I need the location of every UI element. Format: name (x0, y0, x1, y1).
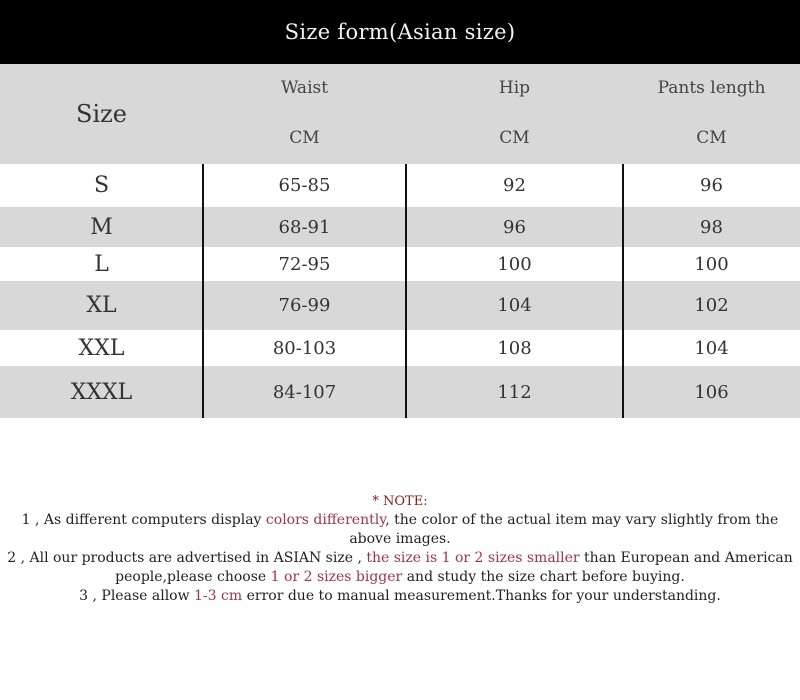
size-cell: M (90, 214, 113, 240)
hip-cell: 100 (497, 253, 532, 275)
hip-cell: 108 (497, 337, 532, 359)
length-cell: 98 (700, 216, 723, 238)
note-2-highlight-1: the size is 1 or 2 sizes smaller (366, 550, 580, 566)
table-row (0, 330, 800, 366)
hip-cell: 92 (503, 175, 526, 196)
note-3 (0, 587, 800, 606)
size-cell: L (94, 251, 109, 277)
note-2 (0, 549, 800, 587)
note-3-text-b: error due to manual measurement.Thanks for your understanding. (242, 588, 721, 604)
header-length-label: Pants length (657, 78, 766, 98)
size-cell: XXL (78, 335, 125, 361)
header-length (623, 64, 800, 164)
header-waist (203, 64, 406, 164)
note-2-text-b: than European and American people,please choose (115, 550, 793, 585)
table-row (0, 366, 800, 418)
note-1-text-a: 1 , As different computers display (21, 512, 266, 528)
length-cell: 104 (694, 337, 729, 359)
length-cell: 96 (700, 175, 723, 196)
length-cell: 106 (694, 381, 729, 403)
waist-cell: 65-85 (278, 175, 331, 196)
waist-cell: 80-103 (272, 337, 337, 359)
size-cell: XXXL (70, 379, 133, 405)
note-title: * NOTE: (372, 494, 428, 509)
title-bar (0, 0, 800, 64)
waist-cell: 84-107 (272, 381, 337, 403)
header-length-unit: CM (696, 128, 727, 148)
note-1-highlight: colors differently (265, 512, 386, 528)
note-2-text-c: and study the size chart before buying. (402, 569, 685, 585)
header-hip (406, 64, 623, 164)
waist-cell: 76-99 (278, 295, 331, 316)
hip-cell: 96 (503, 216, 526, 238)
page-title: Size form(Asian size) (284, 20, 516, 44)
size-cell: XL (86, 293, 117, 318)
hip-cell: 104 (497, 295, 532, 316)
header-size: Size (76, 100, 127, 128)
table-row (0, 247, 800, 281)
column-divider (202, 164, 204, 418)
table-row (0, 164, 800, 207)
note-2-text-a: 2 , All our products are advertised in ASIAN size , (7, 550, 367, 566)
waist-cell: 72-95 (278, 253, 331, 275)
note-3-text-a: 3 , Please allow (79, 588, 195, 604)
table-row (0, 281, 800, 330)
size-table-body (0, 164, 800, 418)
size-cell: S (93, 173, 110, 198)
hip-cell: 112 (497, 381, 532, 403)
header-hip-unit: CM (499, 128, 530, 148)
header-hip-label: Hip (498, 78, 531, 98)
notes-section (0, 492, 800, 606)
column-divider (622, 164, 624, 418)
table-row (0, 207, 800, 247)
note-3-highlight: 1-3 cm (194, 588, 243, 604)
table-header (0, 64, 800, 164)
header-waist-label: Waist (280, 78, 329, 98)
length-cell: 100 (694, 253, 729, 275)
column-divider (405, 164, 407, 418)
note-1 (0, 511, 800, 549)
note-2-highlight-2: 1 or 2 sizes bigger (270, 569, 403, 585)
header-waist-unit: CM (289, 128, 320, 148)
waist-cell: 68-91 (278, 216, 331, 238)
note-1-text-b: , the color of the actual item may vary slightly from the above images. (349, 512, 779, 547)
length-cell: 102 (694, 295, 729, 316)
